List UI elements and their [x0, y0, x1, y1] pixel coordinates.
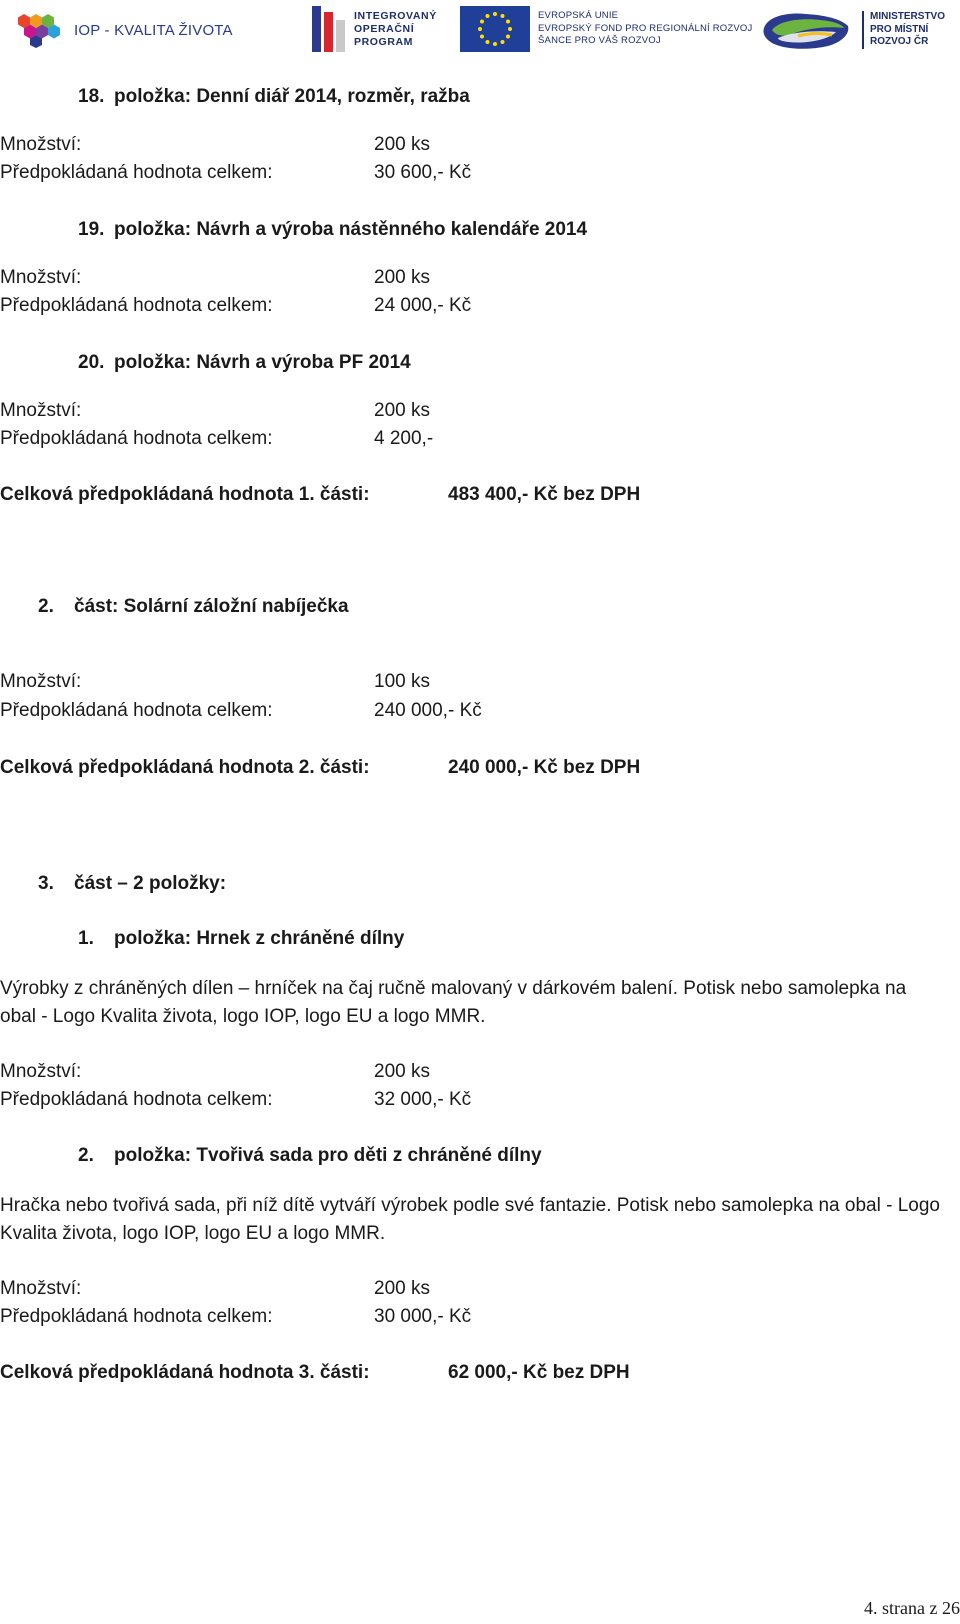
logo-mmr	[758, 6, 945, 54]
eu-flag-icon	[460, 6, 530, 52]
logo-program-text: INTEGROVANÝ OPERAČNÍ PROGRAM	[354, 9, 437, 48]
item-description: Hračka nebo tvořivá sada, při níž dítě vytváří výrobek podle své fantazie. Potisk nebo samolepka na obal - Logo Kvalita života, logo IOP, logo EU a logo MMR.	[0, 1195, 940, 1244]
flag-stripes-icon	[312, 6, 346, 52]
logo-iop	[16, 12, 233, 48]
czech-map-icon	[758, 6, 854, 54]
logo-eu	[460, 6, 752, 52]
logo-mmr-text: MINISTERSTVO PRO MÍSTNÍ ROZVOJ ČR	[862, 11, 945, 49]
logo-integrated-program	[312, 6, 437, 52]
logo-eu-text: EVROPSKÁ UNIE EVROPSKÝ FOND PRO REGIONÁLNÍ ROZVOJ ŠANCE PRO VÁŠ ROZVOJ	[538, 10, 753, 47]
page-header	[0, 0, 960, 62]
hexagon-cluster-icon	[16, 12, 66, 48]
page-number: 4. strana z 26	[864, 1598, 960, 1618]
item-description: Výrobky z chráněných dílen – hrníček na čaj ručně malovaný v dárkovém balení. Potisk nebo samolepka na obal - Logo Kvalita života, logo IOP, logo EU a logo MMR.	[0, 978, 907, 1027]
logo-iop-text: IOP - KVALITA ŽIVOTA	[74, 21, 233, 39]
